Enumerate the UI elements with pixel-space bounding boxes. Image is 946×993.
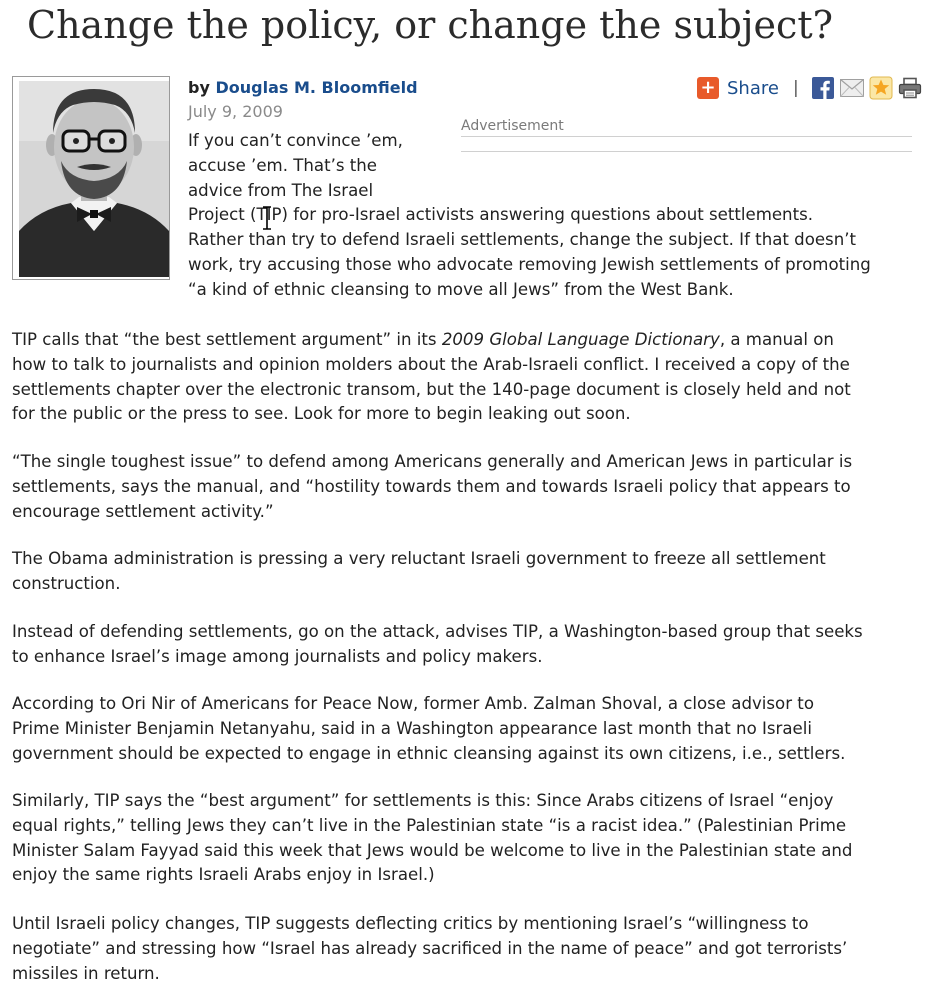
article-paragraph-7 <box>12 789 852 888</box>
share-plus-icon[interactable]: + <box>697 77 719 99</box>
print-icon[interactable] <box>897 76 923 100</box>
paragraph-line: Project (TIP) for pro-Israel activists answering questions about settlements. <box>188 205 814 225</box>
paragraph-line: “a kind of ethnic cleansing to move all Jews” from the West Bank. <box>188 279 734 299</box>
paragraph-line: Similarly, TIP says the “best argument” for settlements is this: Since Arabs citizens of Israel “enjoy <box>12 791 834 810</box>
paragraph-line <box>12 328 851 353</box>
paragraph-line: According to Ori Nir of Americans for Peace Now, former Amb. Zalman Shoval, a close advisor to <box>12 694 814 713</box>
favorite-star-icon[interactable] <box>869 76 893 100</box>
article-paragraph-2 <box>12 328 851 427</box>
article-paragraph-8 <box>12 912 847 986</box>
paragraph-line: work, try accusing those who advocate removing Jewish settlements of promoting <box>188 254 871 274</box>
dictionary-title: 2009 Global Language Dictionary <box>441 330 720 349</box>
paragraph-line: settlements, says the manual, and “hostility towards them and towards Israeli policy that appears to <box>12 476 851 496</box>
paragraph-line: construction. <box>12 573 121 593</box>
paragraph-text: , a manual on <box>719 330 834 349</box>
paragraph-line: how to talk to journalists and opinion molders about the Arab-Israeli conflict. I received a copy of the <box>12 354 850 374</box>
email-icon[interactable] <box>839 76 865 100</box>
paragraph-line: Prime Minister Benjamin Netanyahu, said in a Washington appearance last month that no Israeli <box>12 718 812 738</box>
paragraph-line: Rather than try to defend Israeli settlements, change the subject. If that doesn’t <box>188 230 856 250</box>
author-portrait-image <box>19 81 169 277</box>
paragraph-line: “The single toughest issue” to defend among Americans generally and American Jews in particular is <box>12 452 853 471</box>
byline-prefix: by <box>188 78 210 97</box>
author-photo <box>12 76 170 280</box>
article-paragraph-3 <box>12 450 852 524</box>
article-paragraph-1 <box>188 129 871 303</box>
article-paragraph-4 <box>12 547 826 597</box>
share-separator: | <box>792 78 799 98</box>
paragraph-line: Instead of defending settlements, go on the attack, advises TIP, a Washington-based group that seeks <box>12 622 863 641</box>
paragraph-line: enjoy the same rights Israeli Arabs enjoy in Israel.) <box>12 865 435 885</box>
byline <box>188 77 418 99</box>
share-toolbar <box>697 76 927 100</box>
paragraph-line: government should be expected to engage in ethnic cleansing against its own citizens, i.e., settlers. <box>12 743 846 763</box>
paragraph-line: negotiate” and stressing how “Israel has already sacrificed in the name of peace” and got terrorists’ <box>12 938 848 958</box>
paragraph-line: Until Israeli policy changes, TIP suggests deflecting critics by mentioning Israel’s “willingness to <box>12 914 809 933</box>
paragraph-line: for the public or the press to see. Look for more to begin leaking out soon. <box>12 404 631 424</box>
paragraph-text: TIP calls that “the best settlement argument” in its <box>12 330 442 349</box>
paragraph-line: missiles in return. <box>12 963 160 983</box>
author-link[interactable]: Douglas M. Bloomfield <box>215 78 418 97</box>
paragraph-line: The Obama administration is pressing a very reluctant Israeli government to freeze all settlement <box>12 549 826 568</box>
publish-date: July 9, 2009 <box>188 102 283 121</box>
paragraph-line: Minister Salam Fayyad said this week that Jews would be welcome to live in the Palestinian state and <box>12 840 853 860</box>
article-paragraph-5 <box>12 620 863 670</box>
text-cursor-icon <box>262 206 272 230</box>
paragraph-line: equal rights,” telling Jews they can’t live in the Palestinian state “is a racist idea.” (Palestinian Prime <box>12 815 847 835</box>
paragraph-line: settlements chapter over the electronic transom, but the 140-page document is closely held and not <box>12 379 851 399</box>
paragraph-line: advice from The Israel <box>188 180 374 200</box>
article-headline: Change the policy, or change the subject? <box>27 3 833 47</box>
paragraph-line: encourage settlement activity.” <box>12 501 274 521</box>
facebook-icon[interactable] <box>811 76 835 100</box>
paragraph-line: accuse ’em. That’s the <box>188 155 378 175</box>
article-paragraph-6 <box>12 692 845 766</box>
paragraph-line: to enhance Israel’s image among journalists and policy makers. <box>12 646 543 666</box>
share-button[interactable]: Share <box>727 77 779 99</box>
advertisement-label: Advertisement <box>461 117 912 137</box>
paragraph-line: If you can’t convince ’em, <box>188 131 403 150</box>
